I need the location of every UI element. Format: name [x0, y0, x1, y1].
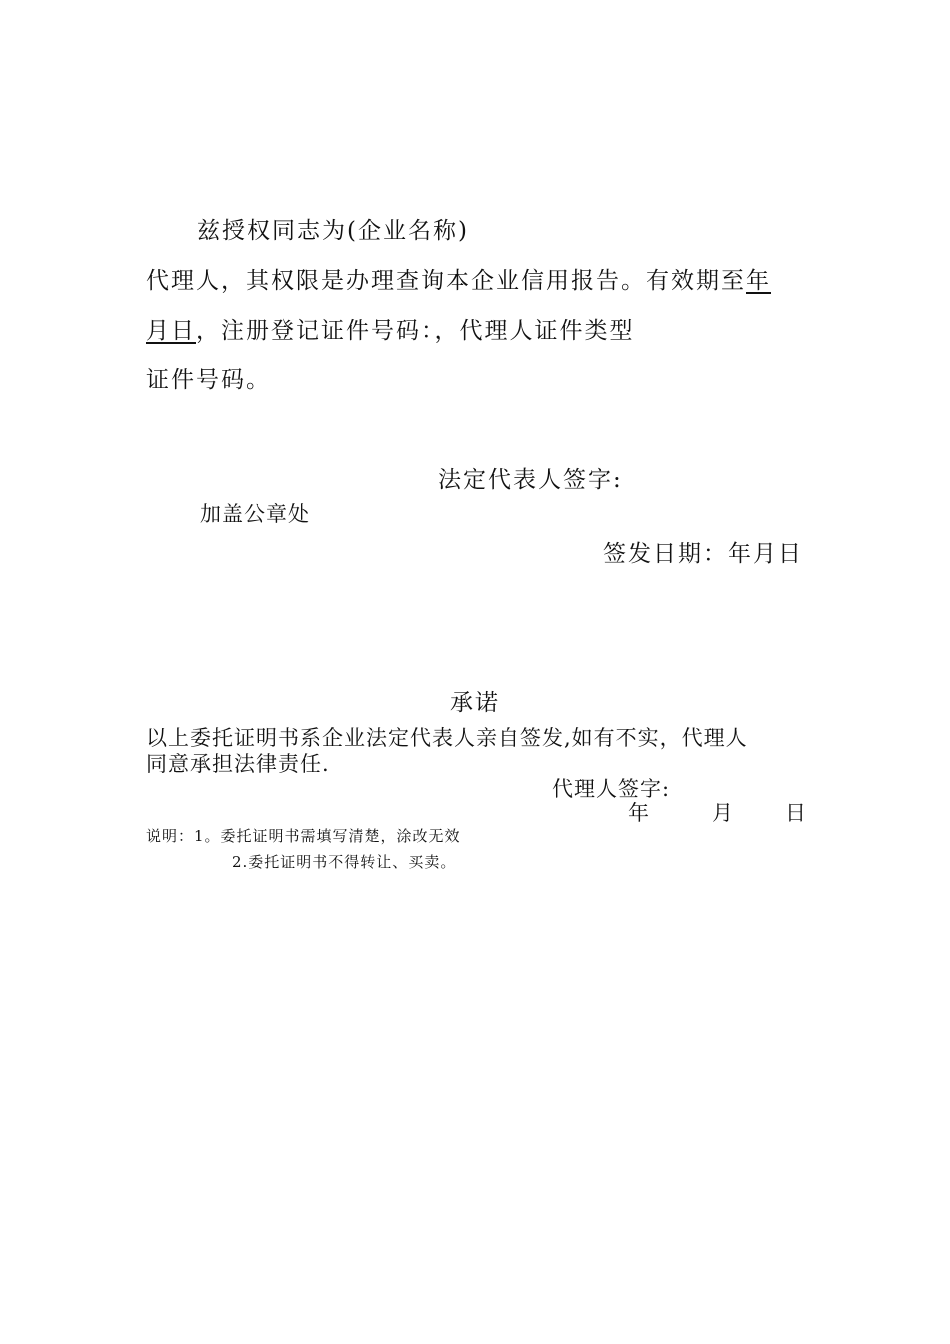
issue-date-label: 签发日期：年月日: [603, 541, 803, 567]
authorization-line-2-text: 代理人，其权限是办理查询本企业信用报告。有效期至: [146, 268, 746, 294]
authorization-line-1: 兹授权同志为(企业名称): [197, 218, 469, 244]
promise-body-line-1: 以上委托证明书系企业法定代表人亲自签发,如有不实，代理人: [146, 726, 748, 750]
authorization-line-2: [146, 262, 771, 295]
agent-signature-label: 代理人签字:: [552, 777, 671, 801]
seal-placeholder: 加盖公章处: [200, 502, 310, 526]
agent-sign-year: 年: [628, 801, 650, 825]
note-line-2: 2.委托证明书不得转让、买卖。: [232, 853, 457, 871]
authorization-line-3-text: ，注册登记证件号码：，代理人证件类型: [196, 318, 635, 344]
note-line-1: 说明：1。委托证明书需填写清楚，涂改无效: [146, 827, 461, 845]
agent-sign-month: 月: [712, 801, 734, 825]
authorization-line-4: 证件号码。: [146, 367, 271, 393]
validity-year: 年: [746, 268, 771, 294]
promise-title: 承诺: [450, 690, 500, 716]
authorization-line-3: [146, 312, 635, 345]
validity-month-day: 月日: [146, 318, 196, 344]
agent-sign-day: 日: [785, 801, 807, 825]
legal-rep-signature-label: 法定代表人签字:: [438, 467, 623, 493]
promise-body-line-2: 同意承担法律责任.: [146, 752, 330, 776]
